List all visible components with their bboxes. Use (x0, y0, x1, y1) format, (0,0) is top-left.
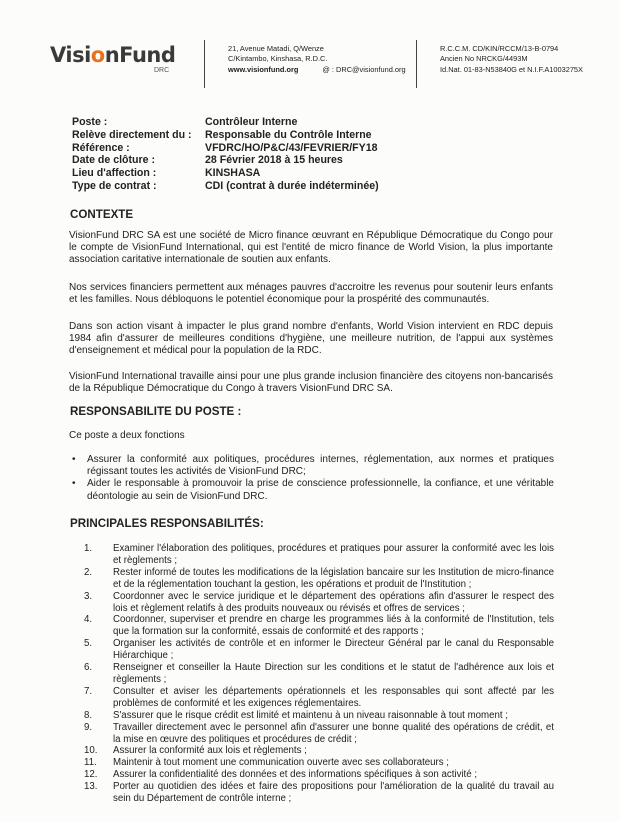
item-text: Assurer la confidentialité des données et des informations spécifiques à son activité ; (113, 769, 478, 781)
website-link[interactable]: www.visionfund.org (228, 64, 299, 74)
numbered-item (84, 710, 554, 722)
item-text: Coordonner, superviser et prendre en charge les programmes liés à la conformité de l'Institution, tels que la formation sur la conformité, essais de conformité et des rapports ; (113, 614, 554, 638)
header-registry (440, 44, 583, 75)
item-text: Rester informé de toutes les modifications de la législation bancaire sur les Institution de micro-finance et de la réglementation touchant la gestion, les opérations et produit de l'Institution ; (113, 566, 554, 590)
numbered-item (84, 591, 554, 615)
item-number: 6. (84, 662, 93, 674)
meta-value: VFDRC/HO/P&C/43/FEVRIER/FY18 (205, 141, 378, 154)
bullet-list (70, 454, 554, 503)
item-number: 9. (84, 721, 93, 733)
job-meta (72, 116, 379, 193)
logo-text-o: o (90, 43, 105, 67)
item-number: 3. (84, 590, 93, 602)
meta-label: Relève directement du : (72, 128, 192, 141)
meta-row (72, 167, 379, 180)
numbered-item (84, 722, 554, 746)
meta-label: Date de clôture : (72, 154, 156, 167)
item-text: Consulter et aviser les départements opérationnels et les responsables qui sont affecté par les problèmes de conformité et les exigences réglementaires. (113, 685, 554, 709)
bullet-item: • Aider le responsable à promouvoir la prise de conscience professionnelle, la confiance, et une véritable déontologie au sein de VisionFund DRC. (70, 478, 554, 502)
item-number: 12. (84, 769, 98, 781)
numbered-item (84, 638, 554, 662)
meta-row (72, 129, 379, 142)
meta-label: Référence : (72, 141, 130, 154)
visionfund-logo (50, 43, 176, 74)
item-number: 10. (84, 745, 98, 757)
paragraph: Nos services financiers permettent aux ménages pauvres d'accroitre les revenus pour soutenir leurs enfants et les familles. Nous débloquons le potentiel économique pour la prospérité des communautés. (69, 282, 553, 306)
section-title-responsabilite: RESPONSABILITE DU POSTE : (70, 405, 242, 418)
item-number: 13. (84, 781, 98, 793)
meta-value: Contrôleur Interne (205, 116, 298, 128)
item-text: Assurer la conformité aux lois et règlements ; (113, 745, 307, 757)
meta-value: KINSHASA (205, 167, 261, 180)
numbered-item (84, 567, 554, 591)
item-number: 1. (84, 543, 93, 554)
numbered-item (84, 662, 554, 686)
address-line: C/Kintambo, Kinshasa, R.D.C. (228, 54, 328, 64)
meta-label: Type de contrat : (72, 179, 157, 192)
meta-value: 28 Février 2018 à 15 heures (205, 154, 343, 167)
meta-value: Responsable du Contrôle Interne (205, 128, 372, 141)
item-number: 8. (84, 709, 93, 721)
numbered-item (84, 686, 554, 710)
item-number: 4. (84, 614, 93, 626)
header-divider (416, 40, 417, 88)
paragraph: VisionFund DRC SA est une société de Micro finance œuvrant en République Démocratique du Congo pour le compte de VisionFund International, qui est l'entité de micro finance de World Vision, la plus importante association caritative internationale de soutien aux enfants. (69, 230, 553, 266)
numbered-item (84, 757, 554, 769)
item-text: Examiner l'élaboration des politiques, procédures et pratiques pour assurer la conformité avec les lois et règlements ; (113, 543, 554, 566)
paragraph: Dans son action visant à impacter le plus grand nombre d'enfants, World Vision intervient en RDC depuis 1984 afin d'assurer de meilleures conditions d'hygiène, une meilleure nutrition, de l'appui aux systèmes d'enseignement et médical pour la population de la RDC. (69, 321, 553, 357)
logo-text-part: Visi (50, 43, 91, 67)
meta-row (72, 142, 379, 155)
item-number: 11. (84, 757, 97, 769)
logo-subtitle: DRC (154, 67, 170, 74)
meta-value: CDI (contrat à durée indéterminée) (205, 179, 379, 192)
meta-row (72, 116, 379, 129)
section-title-principales: PRINCIPALES RESPONSABILITÉS: (70, 517, 264, 530)
registry-line: Ancien No NRCKG/4493M (440, 54, 528, 64)
numbered-item (84, 745, 554, 757)
meta-label: Lieu d'affection : (72, 167, 157, 180)
contact-line (228, 65, 406, 75)
numbered-list (84, 543, 554, 805)
meta-row (72, 154, 379, 167)
logo-wordmark (50, 44, 175, 66)
item-text: Renseigner et conseiller la Haute Direction sur les conditions et le statut de l'adhérence aux lois et règlements ; (113, 662, 554, 685)
item-text: Travailler directement avec le personnel afin d'assurer une bonne qualité des opérations de crédit, et la mise en œuvre des politiques et procédures de crédit ; (113, 721, 554, 745)
paragraph: VisionFund International travaille ainsi pour une plus grande inclusion financière des citoyens non-bancarisés de la République Démocratique du Congo à travers VisionFund DRC SA. (69, 371, 553, 395)
bullet-item: • Assurer la conformité aux politiques, procédures internes, réglementation, aux normes et pratiques régissant toutes les activités de VisionFund DRC; (70, 454, 554, 478)
item-text: Maintenir à tout moment une communication ouverte avec ses collaborateurs ; (113, 757, 450, 769)
registry-line: Id.Nat. 01-83-N53840G et N.I.F.A1003275X (440, 64, 583, 74)
header-divider (204, 40, 205, 88)
item-text: Organiser les activités de contrôle et en informer le Directeur Général par le canal du Responsable Hiérarchique ; (113, 638, 554, 662)
header-address (228, 44, 406, 75)
item-text: Coordonner avec le service juridique et le département des opérations afin d'assurer le respect des lois et règlement relatifs à des produits nouveaux ou révisés et offres de services ; (113, 590, 554, 614)
item-text: S'assurer que le risque crédit est limité et maintenu à un niveau raisonnable à tout moment ; (113, 709, 508, 721)
address-line: 21, Avenue Matadi, Q/Wenze (228, 44, 324, 53)
numbered-item (84, 781, 554, 805)
meta-row (72, 180, 379, 193)
numbered-item (84, 614, 554, 638)
meta-label: Poste : (72, 116, 108, 128)
item-number: 5. (84, 638, 93, 650)
item-number: 7. (84, 685, 93, 697)
numbered-item (84, 543, 554, 567)
logo-text-part: nFund (104, 43, 176, 67)
numbered-item (84, 769, 554, 781)
email-link[interactable]: @ : DRC@visionfund.org (322, 64, 406, 74)
item-text: Porter au quotidien des idées et faire des propositions pour l'amélioration de la qualité du travail au sein du Département de contrôle interne ; (113, 781, 554, 805)
item-number: 2. (84, 566, 93, 578)
section-title-contexte: CONTEXTE (70, 208, 134, 221)
intro-text: Ce poste a deux fonctions (69, 430, 185, 441)
registry-line: R.C.C.M. CD/KIN/RCCM/13-B-0794 (440, 44, 559, 53)
